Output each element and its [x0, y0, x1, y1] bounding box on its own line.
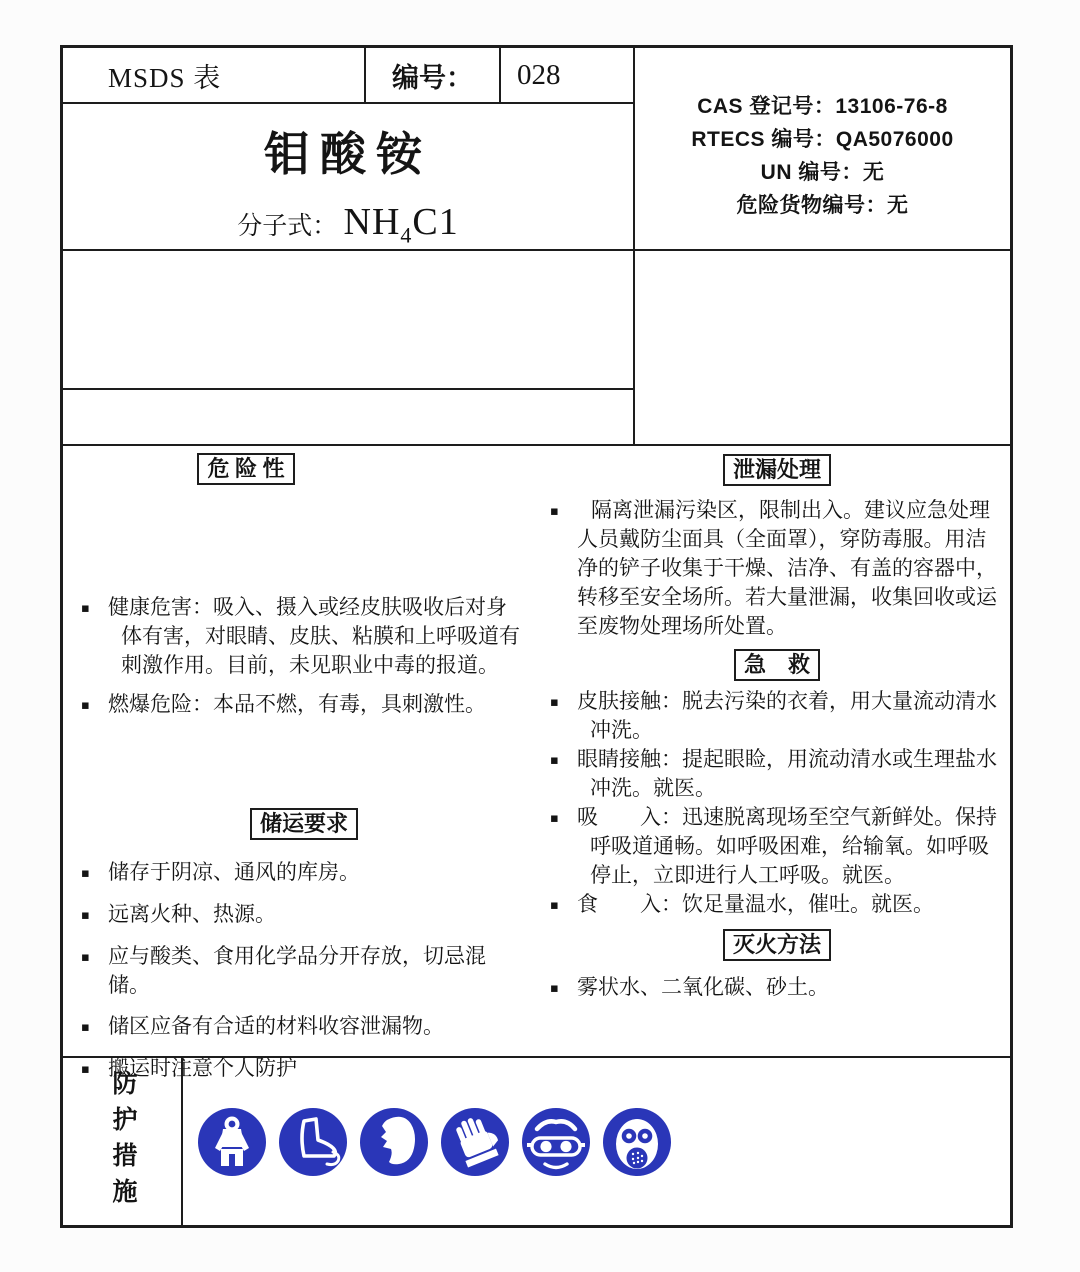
- bullet-icon: ▪: [81, 866, 90, 881]
- bullet-icon: ▪: [550, 981, 559, 996]
- first-aid-item: ▪ 眼睛接触：提起眼睑，用流动清水或生理盐水冲洗。就医。: [550, 747, 997, 800]
- storage-item: ▪ 储区应备有合适的材料收容泄漏物。: [81, 1012, 527, 1042]
- bullet-icon: ▪: [81, 698, 90, 713]
- doc-number-label-cell: [366, 48, 501, 104]
- hazard-item: ▪ 健康危害：吸入、摄入或经皮肤吸收后对身体有害，对眼睛、皮肤、粘膜和上呼吸道有刺激作用。目前，未见职业中毒的报道。: [81, 595, 520, 677]
- storage-list: [81, 858, 527, 1084]
- first-aid-item: ▪ 食 入：饮足量温水，催吐。就医。: [550, 890, 1004, 920]
- content-area: [63, 446, 1010, 1080]
- bullet-icon: ▪: [81, 950, 90, 965]
- empty-cell-upper: [63, 251, 635, 390]
- hazard-section-title: 危 险 性: [197, 453, 294, 485]
- hazard-item: ▪ 燃爆危险：本品不燃，有毒，具刺激性。: [81, 690, 527, 720]
- leak-section-title: 泄漏处理: [723, 454, 831, 486]
- leak-list: [550, 496, 1004, 641]
- first-aid-section-title: 急 救: [734, 649, 820, 681]
- empty-cell-right: [635, 251, 1010, 446]
- storage-item: ▪ 应与酸类、食用化学品分开存放，切忌混储。: [81, 944, 486, 997]
- chemical-name: 钼酸铵: [264, 128, 432, 180]
- leak-item: ▪ 隔离泄漏污染区，限制出入。建议应急处理人员戴防尘面具（全面罩），穿防毒服。用洁净的铲子收集于干燥、洁净、有盖的容器中，转移至安全场所。若大量泄漏，收集回收或运至废物处理场所处置。: [550, 498, 997, 638]
- bullet-icon: ▪: [550, 504, 559, 519]
- protective-suit-icon: [198, 1108, 266, 1176]
- bullet-icon: ▪: [550, 695, 559, 710]
- msds-label-cell: [63, 48, 366, 104]
- bullet-icon: ▪: [550, 811, 559, 826]
- doc-number-label: 编号：: [392, 62, 473, 93]
- chemical-formula: $NH_4C1$: [343, 201, 459, 248]
- head-protection-icon: [360, 1108, 428, 1176]
- storage-item: ▪ 储存于阴凉、通风的库房。: [81, 858, 527, 888]
- dangerous-goods-number-line: 危险货物编号：无: [736, 194, 909, 217]
- fire-list: [550, 973, 1004, 1003]
- safety-goggles-icon: [522, 1108, 590, 1176]
- protection-label-cell: [63, 1058, 183, 1225]
- msds-label: MSDS 表: [108, 62, 222, 93]
- storage-item: ▪ 搬运时注意个人防护: [81, 1054, 527, 1084]
- doc-number-value-cell: [501, 48, 635, 104]
- registry-cell: [635, 48, 1010, 251]
- bullet-icon: ▪: [550, 898, 559, 913]
- formula-label: 分子式：: [237, 213, 338, 240]
- bullet-icon: ▪: [81, 1062, 90, 1077]
- fire-section-title: 灭火方法: [723, 929, 831, 961]
- title-cell: [63, 104, 635, 251]
- rtecs-number-line: RTECS 编号：QA5076000: [691, 128, 954, 151]
- msds-sheet: [60, 45, 1013, 1228]
- storage-item: ▪ 远离火种、热源。: [81, 900, 527, 930]
- bullet-icon: ▪: [550, 753, 559, 768]
- protection-icons-cell: [183, 1058, 1010, 1225]
- bullet-icon: ▪: [81, 601, 90, 616]
- left-column: [63, 446, 533, 1080]
- protection-label: 防护措施: [109, 1069, 136, 1214]
- bullet-icon: ▪: [81, 1020, 90, 1035]
- chemical-formula-line: [63, 200, 633, 249]
- storage-section-title: 储运要求: [250, 808, 358, 840]
- safety-boots-icon: [279, 1108, 347, 1176]
- first-aid-list: [550, 687, 1004, 920]
- right-column: [533, 446, 1010, 1056]
- hazard-list: [81, 593, 527, 720]
- un-number-line: UN 编号：无: [760, 161, 885, 184]
- bullet-icon: ▪: [81, 908, 90, 923]
- doc-number-value: 028: [517, 58, 561, 91]
- first-aid-item: ▪ 皮肤接触：脱去污染的衣着，用大量流动清水冲洗。: [550, 689, 997, 742]
- gas-mask-icon: [603, 1108, 671, 1176]
- fire-item: ▪ 雾状水、二氧化碳、砂土。: [550, 973, 1004, 1003]
- protective-gloves-icon: [441, 1108, 509, 1176]
- empty-cell-lower: [63, 390, 635, 446]
- first-aid-item: ▪ 吸 入：迅速脱离现场至空气新鲜处。保持呼吸道通畅。如呼吸困难，给输氧。如呼吸停止，立即进行人工呼吸。就医。: [550, 805, 997, 887]
- cas-number-line: CAS 登记号：13106-76-8: [697, 95, 948, 118]
